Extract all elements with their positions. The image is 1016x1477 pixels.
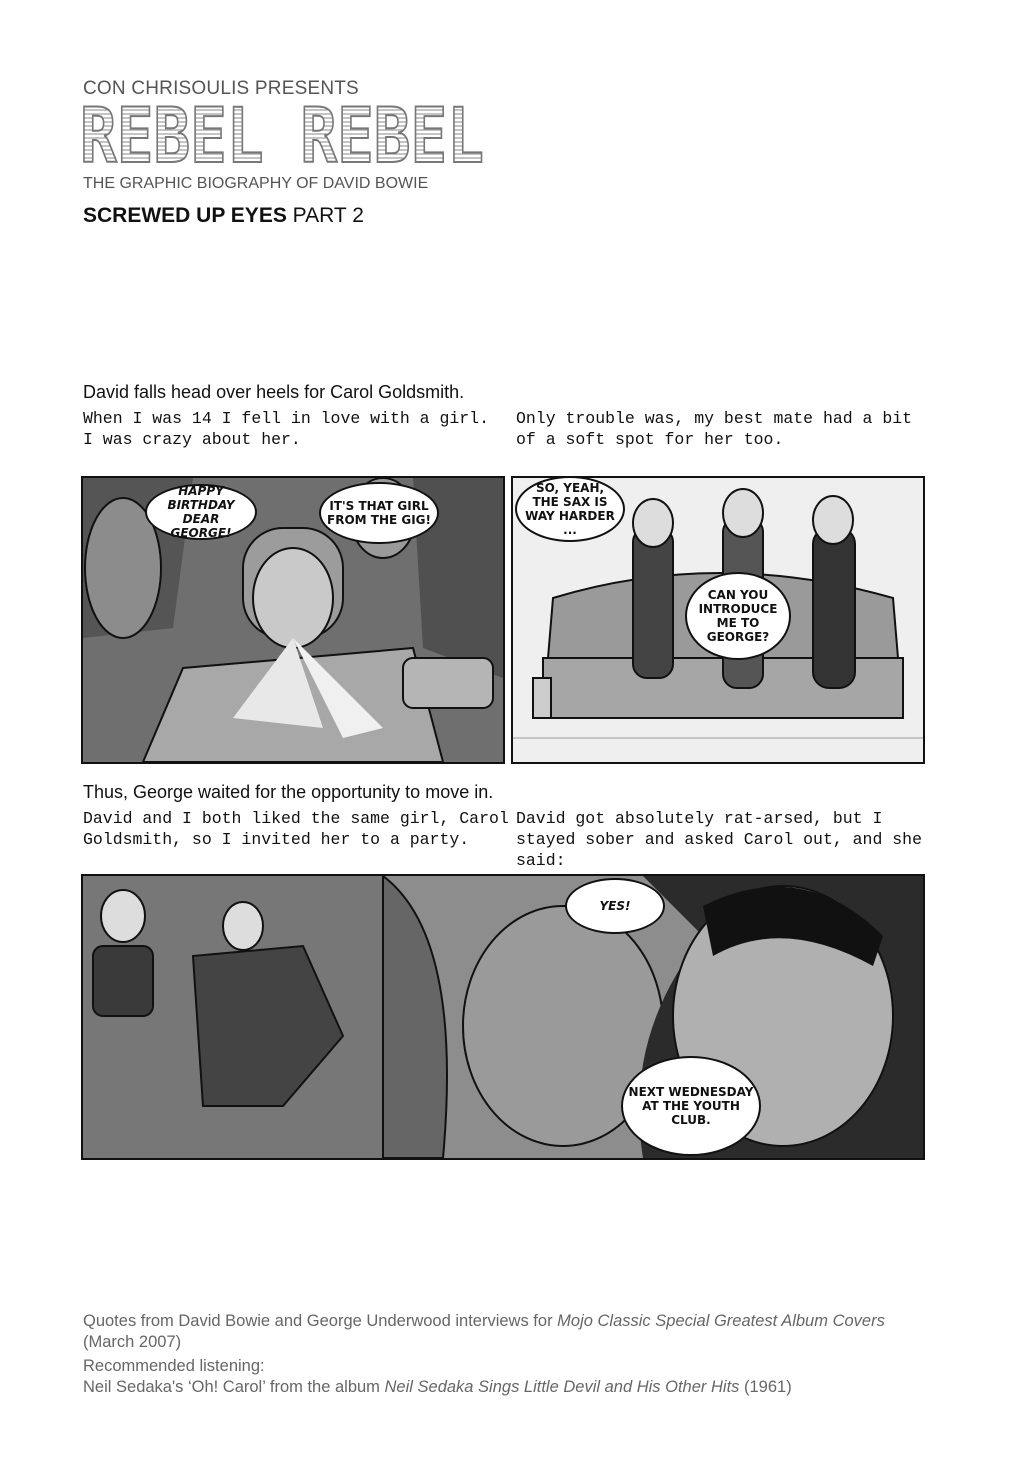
balloon-sax-harder: SO, YEAH, THE SAX IS WAY HARDER ... bbox=[515, 476, 625, 542]
footer-listening bbox=[83, 1356, 943, 1398]
tier2-narration: Thus, George waited for the opportunity to move in. bbox=[83, 782, 494, 802]
listening-label: Recommended listening: bbox=[83, 1357, 265, 1375]
sources-title: Mojo Classic Special Greatest Album Covers bbox=[557, 1312, 885, 1330]
listening-year: (1961) bbox=[739, 1378, 792, 1396]
balloon-yes: YES! bbox=[565, 878, 665, 934]
listening-album: Neil Sedaka Sings Little Devil and His Other Hits bbox=[384, 1378, 740, 1396]
tier1-narration: David falls head over heels for Carol Goldsmith. bbox=[83, 382, 465, 402]
rebel-rebel-logo bbox=[80, 104, 486, 170]
panel-party-kiss bbox=[81, 874, 925, 1160]
tier1-left-quote: When I was 14 I fell in love with a girl. I was crazy about her. bbox=[83, 409, 489, 449]
balloon-introduce-george: CAN YOU INTRODUCE ME TO GEORGE? bbox=[685, 572, 791, 660]
listening-line bbox=[83, 1377, 943, 1398]
tier2-right-quote: David got absolutely rat-arsed, but I stayed sober and asked Carol out, and she said: bbox=[516, 809, 922, 870]
balloon-happy-birthday: HAPPY BIRTHDAY DEAR GEORGE! bbox=[145, 484, 257, 540]
tier1-right-quote: Only trouble was, my best mate had a bit of a soft spot for her too. bbox=[516, 409, 913, 449]
logo-text: REBEL REBEL bbox=[80, 104, 484, 170]
listening-prefix: Neil Sedaka's ‘Oh! Carol’ from the album bbox=[83, 1378, 385, 1396]
subtitle: THE GRAPHIC BIOGRAPHY OF DAVID BOWIE bbox=[83, 175, 429, 192]
chapter-title-main: SCREWED UP EYES bbox=[83, 204, 287, 227]
panel-birthday-art bbox=[83, 478, 503, 762]
chapter-title bbox=[83, 204, 364, 228]
balloon-girl-from-gig: IT'S THAT GIRL FROM THE GIG! bbox=[319, 482, 439, 544]
balloon-next-wednesday: NEXT WEDNESDAY AT THE YOUTH CLUB. bbox=[621, 1056, 761, 1156]
panel-party-art bbox=[83, 876, 923, 1158]
chapter-part: PART 2 bbox=[292, 204, 364, 227]
tier2-left-quote: David and I both liked the same girl, Carol Goldsmith, so I invited her to a party. bbox=[83, 809, 509, 849]
panel-birthday-party bbox=[81, 476, 505, 764]
presents-line: CON CHRISOULIS PRESENTS bbox=[83, 78, 359, 99]
sources-suffix: (March 2007) bbox=[83, 1333, 182, 1351]
panel-sofa bbox=[511, 476, 925, 764]
footer-sources bbox=[83, 1311, 933, 1353]
sources-prefix: Quotes from David Bowie and George Underwood interviews for bbox=[83, 1312, 558, 1330]
